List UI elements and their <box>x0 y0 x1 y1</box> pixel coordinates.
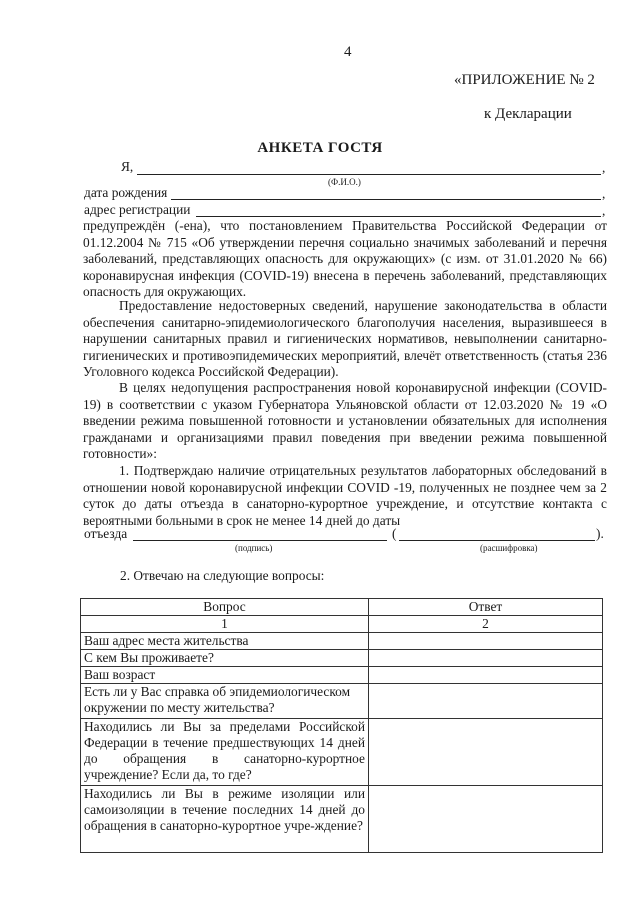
page-number: 4 <box>344 44 352 60</box>
signature-caption: (подпись) <box>235 543 273 553</box>
decode-caption: (расшифровка) <box>480 543 538 553</box>
table-header-row <box>81 599 603 616</box>
answer-cell[interactable] <box>369 667 603 684</box>
signature-field[interactable] <box>133 540 387 541</box>
question-cell: Находились ли Вы в режиме изоляции или самоизоляции в течение последних 14 дней до обращения в санаторно-курортное учре-ждение? <box>81 786 369 853</box>
departure-label: отъезда <box>84 526 128 541</box>
question-cell: Ваш возраст <box>81 667 369 684</box>
address-label: адрес регистрации <box>84 202 191 217</box>
table-row <box>81 719 603 786</box>
question-cell: Есть ли у Вас справка об эпидемиологическом окружении по месту жительства? <box>81 684 369 719</box>
answer-cell[interactable] <box>369 786 603 853</box>
fio-field[interactable] <box>137 174 601 175</box>
dob-label: дата рождения <box>84 185 168 200</box>
question-cell: С кем Вы проживаете? <box>81 650 369 667</box>
question-cell: Находились ли Вы за пределами Российской Федерации в течение предшествующих 14 дней до обращения в санаторно-курортное учреждение? Если да, то где? <box>81 719 369 786</box>
form-title: АНКЕТА ГОСТЯ <box>257 140 383 156</box>
dob-comma: , <box>602 186 606 201</box>
i-label: Я, <box>121 159 134 174</box>
decode-field[interactable] <box>399 540 595 541</box>
table-row <box>81 633 603 650</box>
address-field[interactable] <box>196 216 601 217</box>
answer-cell[interactable] <box>369 650 603 667</box>
paragraph-decree: В целях недопущения распространения новой коронавирусной инфекции (COVID-19) в соответствии с указом Губернатора Ульяновской области от 12.03.2020 № 19 «О введении режима повышенной готовности и установлении обязательных для исполнения гражданами и организациями правил поведения при введении режима повышенной готовности»: <box>83 380 607 462</box>
paragraph-liability: Предоставление недостоверных сведений, нарушение законодательства в области обеспечения санитарно-эпидемиологического благополучия населения, выразившееся в нарушении санитарных правил и гигиенических нормативов, невыполнении санитарно-гигиенических и противоэпидемических мероприятий, влечёт ответственность (статья 236 Уголовного кодекса Российской Федерации). <box>83 298 607 380</box>
questions-intro: 2. Отвечаю на следующие вопросы: <box>120 568 325 583</box>
fio-comma: , <box>602 160 606 175</box>
question-cell: Ваш адрес места жительства <box>81 633 369 650</box>
fio-caption: (Ф.И.О.) <box>328 177 361 187</box>
signature-open-paren: ( <box>392 526 397 541</box>
address-comma: , <box>602 203 606 218</box>
appendix-label: «ПРИЛОЖЕНИЕ № 2 <box>454 72 595 88</box>
table-row <box>81 684 603 719</box>
declaration-label: к Декларации <box>484 106 572 122</box>
paragraph-warning: предупреждён (-ена), что постановлением Правительства Российской Федерации от 01.12.2004 № 715 «Об утверждении перечня социально значимых заболеваний и перечня заболеваний, представляющих опасность для окружающих» (с изм. от 31.01.2020 № 66) коронавирусная инфекция (COVID-19) внесена в перечень заболеваний, представляющих опасность для окружающих. <box>83 218 607 300</box>
signature-close-paren: ). <box>596 526 604 541</box>
column-number-1: 1 <box>81 616 369 633</box>
answer-cell[interactable] <box>369 684 603 719</box>
questions-table <box>80 598 603 853</box>
table-row <box>81 650 603 667</box>
paragraph-confirmation: 1. Подтверждаю наличие отрицательных результатов лабораторных обследований в отношении новой коронавирусной инфекции COVID -19, полученных не позднее чем за 2 суток до даты отъезда в санаторно-курортное учреждение, и отсутствие контакта с вероятными больными в срок не менее 14 дней до даты <box>83 463 607 528</box>
column-number-2: 2 <box>369 616 603 633</box>
dob-field[interactable] <box>171 199 601 200</box>
table-row <box>81 667 603 684</box>
answer-cell[interactable] <box>369 633 603 650</box>
answer-cell[interactable] <box>369 719 603 786</box>
table-number-row <box>81 616 603 633</box>
header-answer: Ответ <box>369 599 603 616</box>
table-row <box>81 786 603 853</box>
header-question: Вопрос <box>81 599 369 616</box>
